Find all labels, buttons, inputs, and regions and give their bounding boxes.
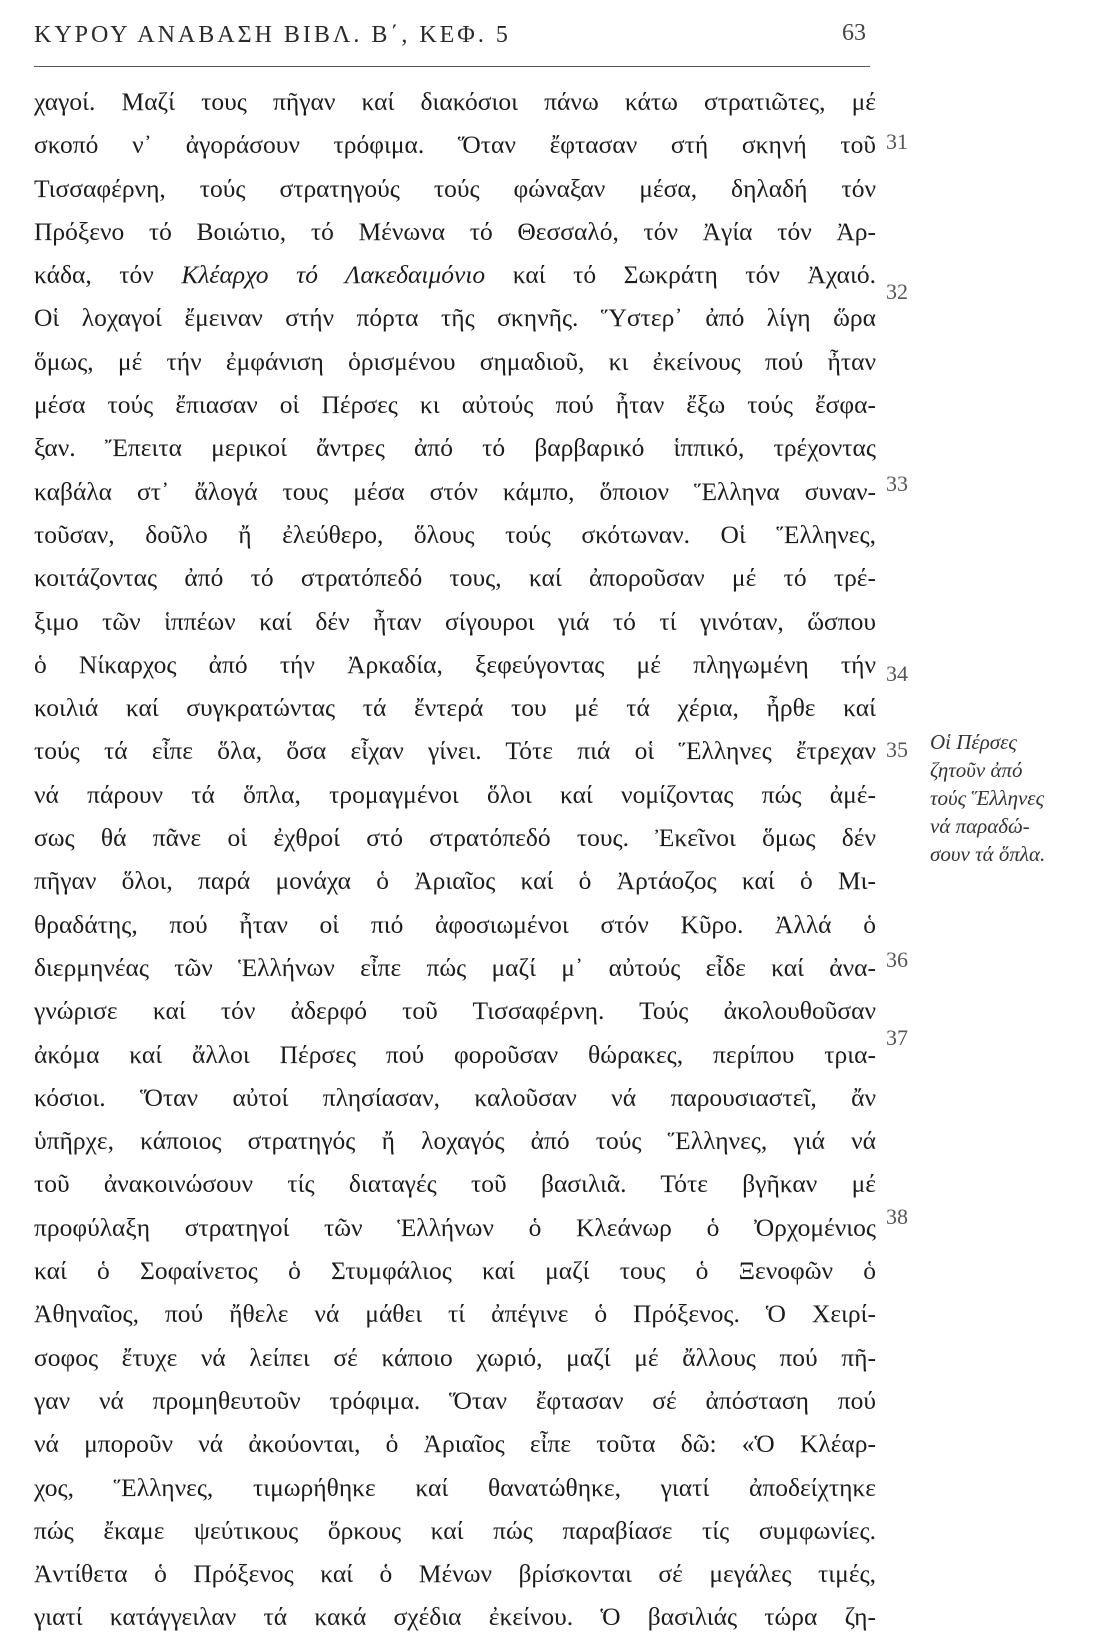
text-line: τούς τά εἶπε ὅλα, ὅσα εἶχαν γίνει. Τότε πιά οἱ Ἕλληνες ἔτρεχαν — [34, 736, 876, 766]
body-text — [34, 80, 876, 1639]
text-line: ὅμως, μέ τήν ἐμφάνιση ὁρισμένου σημαδιοῦ, κι ἐκείνους πού ἦταν — [34, 346, 876, 376]
section-number: 31 — [886, 129, 908, 154]
text-line: Ἀθηναῖος, πού ἤθελε νά μάθει τί ἀπέγινε ὁ Πρόξενος. Ὁ Χειρί- — [34, 1299, 876, 1329]
section-number: 34 — [886, 661, 908, 686]
text-line: πῆγαν ὅλοι, παρά μονάχα ὁ Ἀριαῖος καί ὁ Ἀρτάοζος καί ὁ Μι- — [34, 866, 876, 896]
margin-note-line: ζητοῦν ἀπό — [930, 758, 1023, 782]
text-line: νά πάρουν τά ὅπλα, τρομαγμένοι ὅλοι καί νομίζοντας πώς ἀμέ- — [34, 779, 876, 809]
section-number: 33 — [886, 471, 908, 496]
text-line: τοῦσαν, δοῦλο ἤ ἐλεύθερο, ὅλους τούς σκότωναν. Οἱ Ἕλληνες, — [34, 519, 876, 549]
text-line: Τισσαφέρνη, τούς στρατηγούς τούς φώναξαν μέσα, δηλαδή τόν — [34, 173, 876, 203]
text-line: ὁ Νίκαρχος ἀπό τήν Ἀρκαδία, ξεφεύγοντας μέ πληγωμένη τήν — [34, 649, 876, 679]
text-line: μέσα τούς ἔπιασαν οἱ Πέρσες κι αὐτούς πού ἦταν ἔξω τούς ἔσφα- — [34, 390, 876, 420]
text-line: διερμηνέας τῶν Ἑλλήνων εἶπε πώς μαζί μ᾿ αὐτούς εἶδε καί ἀνα- — [34, 952, 876, 982]
header-rule — [34, 66, 870, 67]
text-line: χος, Ἕλληνες, τιμωρήθηκε καί θανατώθηκε, γιατί ἀποδείχτηκε — [34, 1472, 876, 1502]
text-line: σκοπό ν᾿ ἀγοράσουν τρόφιμα. Ὅταν ἔφτασαν στή σκηνή τοῦ — [34, 130, 876, 160]
text-line: κόσιοι. Ὅταν αὐτοί πλησίασαν, καλοῦσαν νά παρουσιαστεῖ, ἄν — [34, 1082, 876, 1112]
text-line: κοιτάζοντας ἀπό τό στρατόπεδό τους, καί ἀποροῦσαν μέ τό τρέ- — [34, 563, 876, 593]
text-line: γιατί κατάγγειλαν τά κακά σχέδια ἐκείνου. Ὁ βασιλιάς τώρα ζη- — [34, 1602, 876, 1632]
text-line: κοιλιά καί συγκρατώντας τά ἔντερά του μέ τά χέρια, ἦρθε καί — [34, 693, 876, 723]
text-line: σως θά πᾶνε οἱ ἐχθροί στό στρατόπεδό τους. Ἐκεῖνοι ὅμως δέν — [34, 823, 876, 853]
text-line: ἀκόμα καί ἄλλοι Πέρσες πού φοροῦσαν θώρακες, περίπου τρια- — [34, 1039, 876, 1069]
italic-phrase: Κλέαρχο τό Λακεδαιμόνιο — [181, 260, 486, 290]
text-line: ὑπῆρχε, κάποιος στρατηγός ἤ λοχαγός ἀπό τούς Ἕλληνες, γιά νά — [34, 1126, 876, 1156]
section-number: 36 — [886, 947, 908, 972]
running-head: ΚΥΡΟΥ ΑΝΑΒΑΣΗ ΒΙΒΛ. Β΄, ΚΕΦ. 5 — [34, 22, 511, 48]
text-line: ξαν. Ἔπειτα μερικοί ἄντρες ἀπό τό βαρβαρικό ἱππικό, τρέχοντας — [34, 433, 876, 463]
text-line: καί ὁ Σοφαίνετος ὁ Στυμφάλιος καί μαζί τους ὁ Ξενοφῶν ὁ — [34, 1256, 876, 1286]
section-number: 35 — [886, 737, 908, 762]
text-line: Οἱ λοχαγοί ἔμειναν στήν πόρτα τῆς σκηνῆς. Ὕστερ᾿ ἀπό λίγη ὥρα — [34, 303, 876, 333]
text-line: Πρόξενο τό Βοιώτιο, τό Μένωνα τό Θεσσαλό, τόν Ἀγία τόν Ἀρ- — [34, 216, 876, 246]
text-line: τοῦ ἀνακοινώσουν τίς διαταγές τοῦ βασιλιᾶ. Τότε βγῆκαν μέ — [34, 1169, 876, 1199]
text-line: χαγοί. Μαζί τους πῆγαν καί διακόσιοι πάνω κάτω στρατιῶτες, μέ — [34, 87, 876, 116]
text-line: γνώρισε καί τόν ἀδερφό τοῦ Τισσαφέρνη. Τούς ἀκολουθοῦσαν — [34, 996, 876, 1026]
text-line: κάδα, τόν Κλέαρχο τό Λακεδαιμόνιο καί τό Σωκράτη τόν Ἀχαιό. — [34, 260, 876, 290]
text-line: θραδάτης, πού ἦταν οἱ πιό ἀφοσιωμένοι στόν Κῦρο. Ἀλλά ὁ — [34, 909, 876, 939]
text-line: γαν νά προμηθευτοῦν τρόφιμα. Ὅταν ἔφτασαν σέ ἀπόσταση πού — [34, 1385, 876, 1415]
margin-note-line: τούς Ἕλληνες — [930, 786, 1045, 810]
text-line: νά μποροῦν νά ἀκούονται, ὁ Ἀριαῖος εἶπε τοῦτα δῶ: «Ὁ Κλέαρ- — [34, 1429, 876, 1459]
section-number: 38 — [886, 1204, 908, 1229]
margin-note — [930, 728, 1106, 868]
text-line: ξιμο τῶν ἱππέων καί δέν ἦταν σίγουροι γιά τό τί γινόταν, ὥσπου — [34, 606, 876, 636]
text-line: Ἀντίθετα ὁ Πρόξενος καί ὁ Μένων βρίσκονται σέ μεγάλες τιμές, — [34, 1559, 876, 1589]
margin-note-line: σουν τά ὅπλα. — [930, 842, 1046, 866]
margin-note-line: Οἱ Πέρσες — [930, 730, 1017, 754]
margin-note-line: νά παραδώ- — [930, 814, 1030, 838]
text-line: σοφος ἔτυχε νά λείπει σέ κάποιο χωριό, μαζί μέ ἄλλους πού πῆ- — [34, 1342, 876, 1372]
section-number: 32 — [886, 279, 908, 304]
text-line: πώς ἔκαμε ψεύτικους ὅρκους καί πώς παραβίασε τίς συμφωνίες. — [34, 1515, 876, 1545]
text-line: προφύλαξη στρατηγοί τῶν Ἑλλήνων ὁ Κλεάνωρ ὁ Ὀρχομένιος — [34, 1212, 876, 1242]
page-number: 63 — [842, 20, 866, 46]
section-number: 37 — [886, 1025, 908, 1050]
text-line: καβάλα στ᾿ ἄλογά τους μέσα στόν κάμπο, ὅποιον Ἕλληνα συναν- — [34, 476, 876, 506]
